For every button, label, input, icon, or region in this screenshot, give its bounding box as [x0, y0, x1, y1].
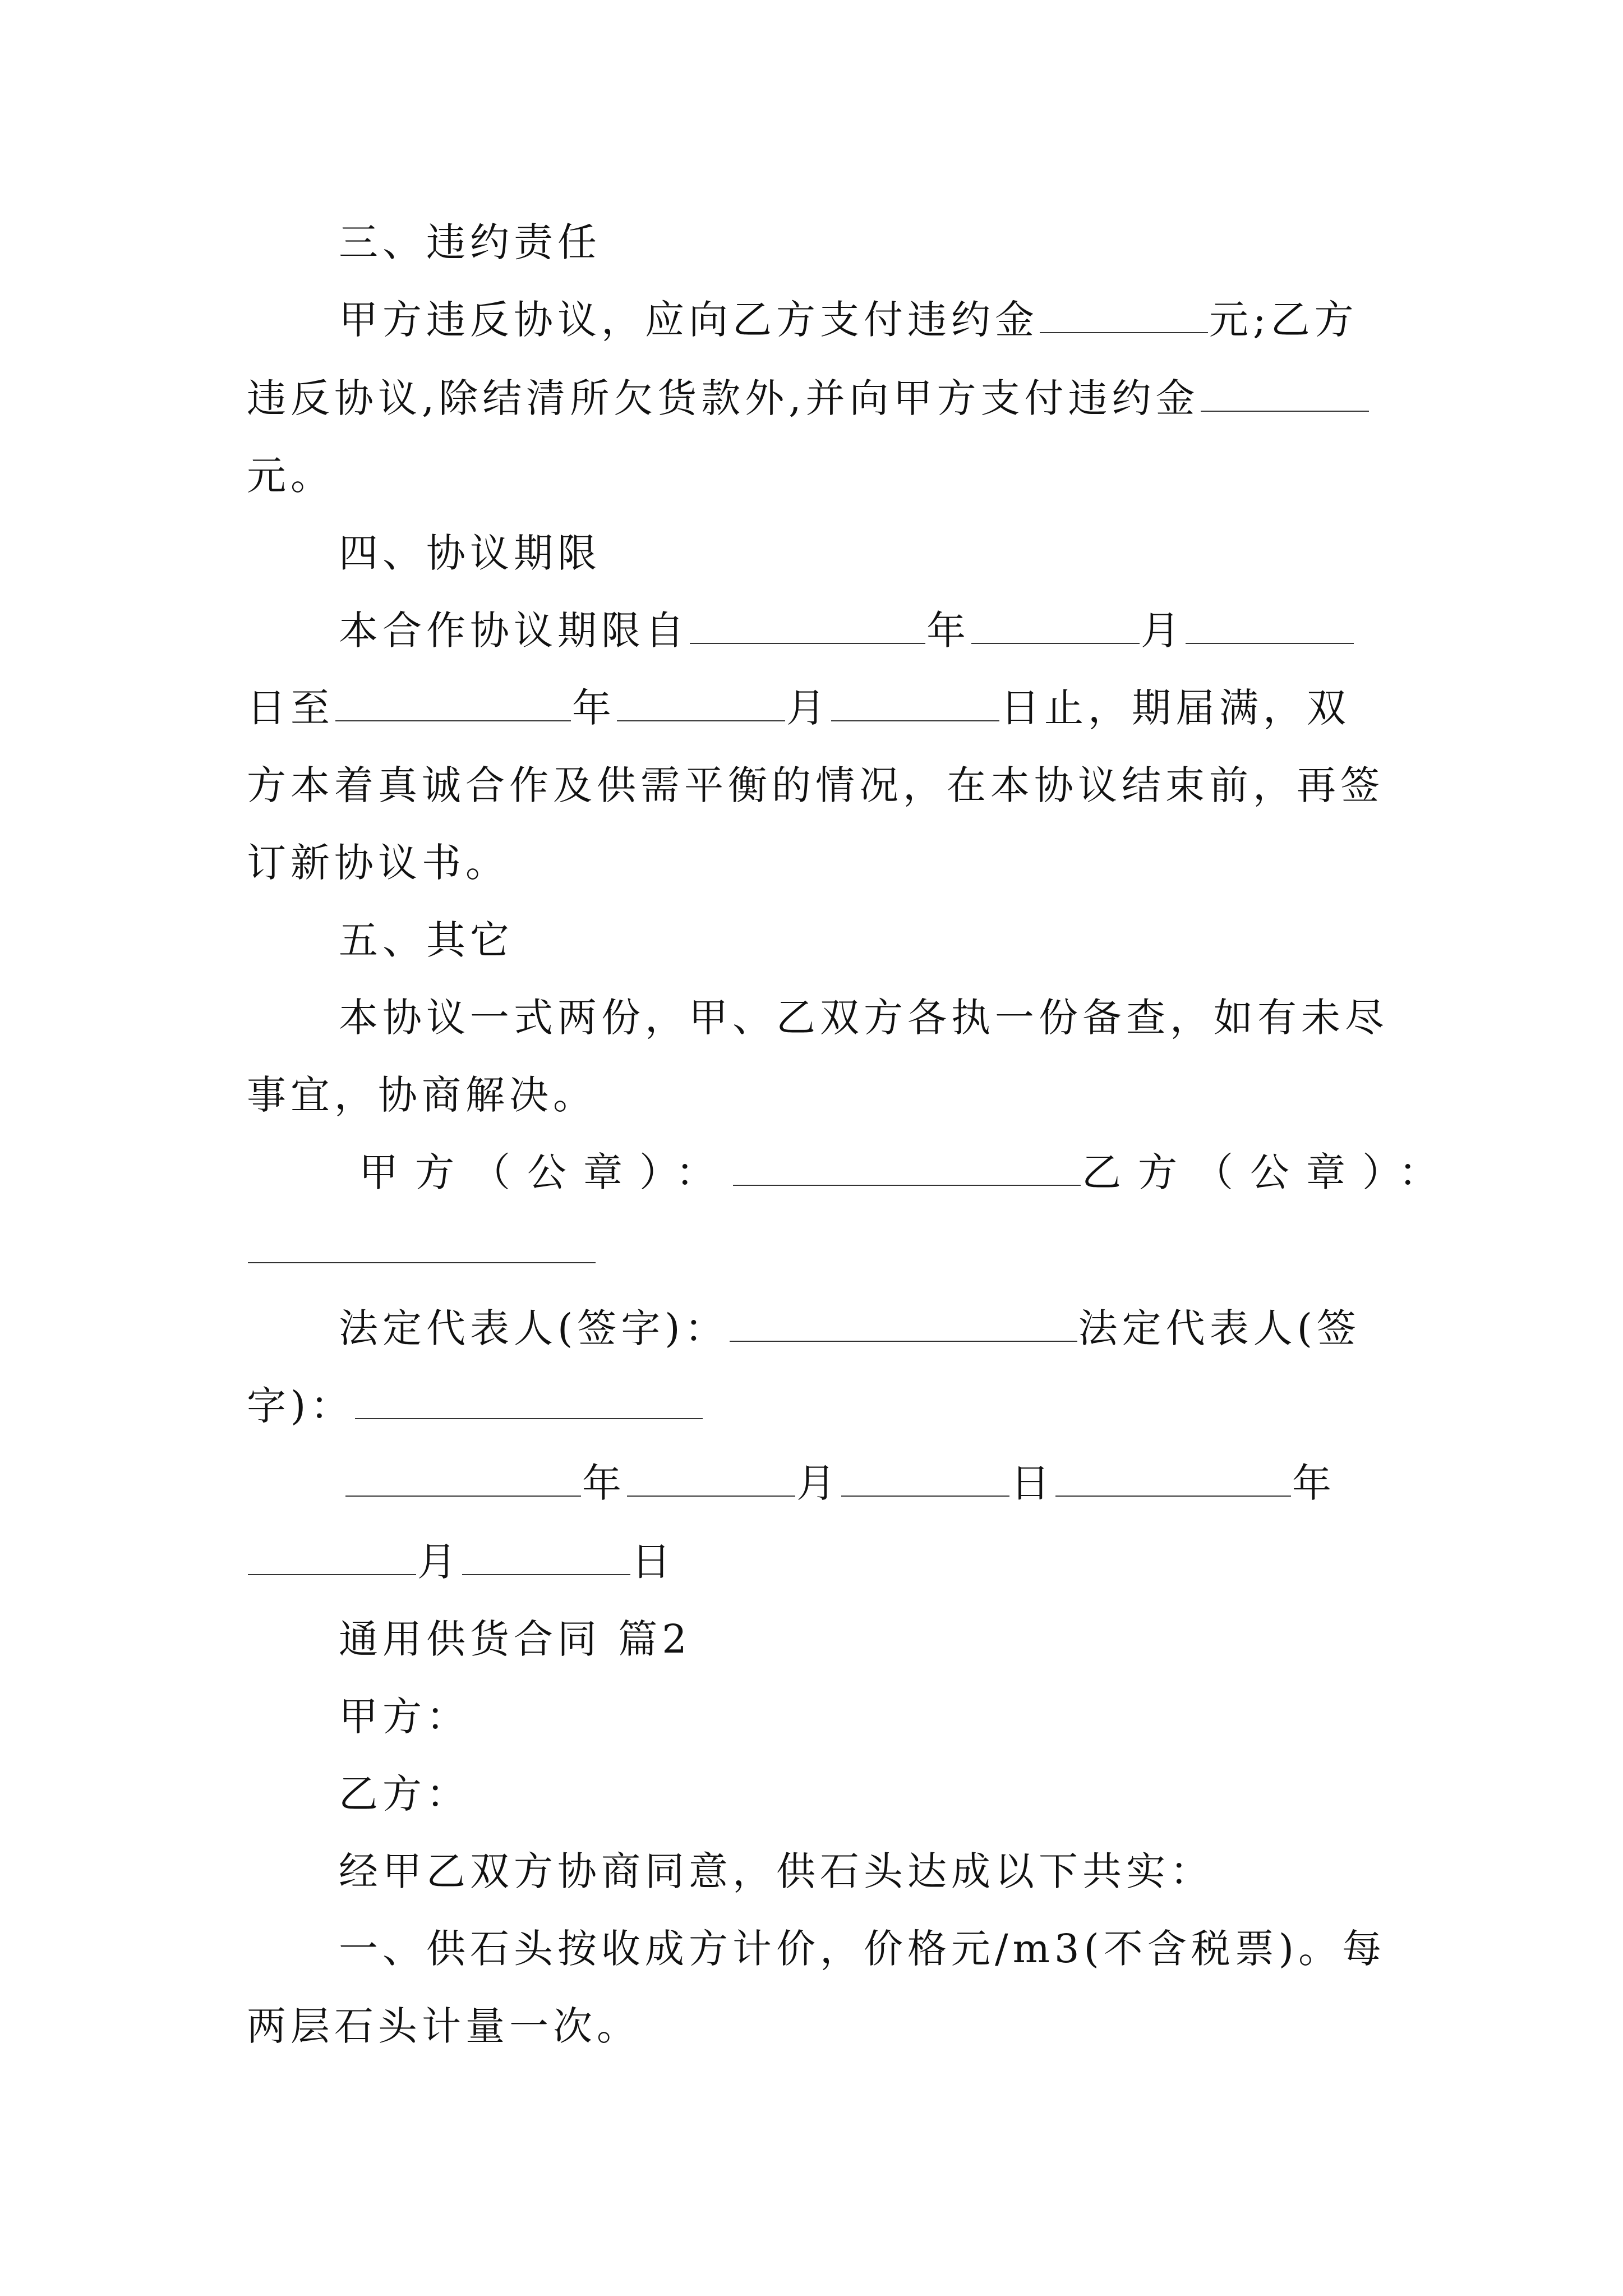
blank-line	[248, 1535, 416, 1575]
paragraph: 本协议一式两份，甲、乙双方各执一份备查，如有未尽	[339, 995, 1389, 1041]
seal-blank-line	[247, 1222, 597, 1278]
text-run: 日	[631, 1539, 675, 1585]
blank-line	[831, 681, 999, 721]
section-4-heading: 四、协议期限	[339, 530, 601, 576]
party-b-seal-label: 乙方（公章）：	[1082, 1149, 1455, 1195]
text-run: 违反协议,除结清所欠货款外,并向甲方支付违约金	[247, 375, 1200, 421]
text-run: 月	[417, 1539, 461, 1585]
party-b-label: 乙方：	[339, 1771, 470, 1817]
text-run: 年	[582, 1460, 626, 1506]
blank-line	[1055, 1456, 1291, 1497]
paragraph	[247, 370, 1370, 426]
rep-b-label: 法定代表人(签	[1078, 1305, 1361, 1351]
seal-line	[359, 1144, 1455, 1200]
paragraph: 元。	[247, 453, 334, 499]
section-5-heading: 五、其它	[339, 917, 514, 963]
blank-line	[841, 1456, 1009, 1497]
text-run: 字)：	[247, 1383, 354, 1429]
party-a-seal-label: 甲方（公章）：	[359, 1149, 732, 1195]
text-run: 本合作协议期限自	[339, 608, 689, 654]
text-run: 年	[572, 685, 616, 731]
text-run: 元;乙方	[1209, 297, 1358, 343]
rep-a-label: 法定代表人(签字)：	[339, 1305, 728, 1351]
blank-line	[627, 1456, 795, 1497]
text-run: 日	[1011, 1460, 1054, 1506]
blank-line	[1201, 371, 1369, 412]
blank-line	[248, 1223, 596, 1263]
blank-line	[1186, 604, 1354, 644]
paragraph: 两层石头计量一次。	[247, 2003, 640, 2049]
text-run: 月	[786, 685, 830, 731]
blank-line	[617, 681, 785, 721]
blank-line	[971, 604, 1140, 644]
blank-line	[335, 681, 571, 721]
representative-line	[339, 1300, 1361, 1356]
blank-line	[730, 1301, 1077, 1342]
blank-line	[1040, 293, 1208, 333]
text-run: 日止，期届满，双	[1000, 685, 1350, 731]
blank-line	[462, 1535, 630, 1575]
date-line-cont	[247, 1534, 675, 1590]
blank-line	[355, 1379, 703, 1419]
text-run: 月	[796, 1460, 840, 1506]
text-run: 月	[1141, 608, 1184, 654]
text-run: 年	[1292, 1460, 1336, 1506]
paragraph: 一、供石头按收成方计价，价格元/m3(不含税票)。每	[339, 1926, 1386, 1972]
section-title-2: 通用供货合同 篇2	[339, 1616, 691, 1662]
blank-line	[345, 1456, 581, 1497]
text-run: 年	[926, 608, 970, 654]
text-run: 日至	[247, 685, 334, 731]
paragraph: 事宜，协商解决。	[247, 1072, 597, 1118]
paragraph	[339, 292, 1358, 348]
section-3-heading: 三、违约责任	[339, 219, 601, 265]
blank-line	[690, 604, 925, 644]
blank-line	[733, 1145, 1081, 1186]
representative-line-cont	[247, 1378, 704, 1434]
party-a-label: 甲方：	[339, 1694, 470, 1740]
paragraph	[339, 602, 1355, 659]
paragraph: 方本着真诚合作及供需平衡的情况，在本协议结束前，再签	[247, 762, 1384, 808]
date-line	[344, 1455, 1336, 1511]
paragraph: 经甲乙双方协商同意，供石头达成以下共实：	[339, 1848, 1214, 1894]
paragraph: 订新协议书。	[247, 840, 509, 886]
paragraph	[247, 680, 1350, 736]
text-run: 甲方违反协议，应向乙方支付违约金	[339, 297, 1039, 343]
